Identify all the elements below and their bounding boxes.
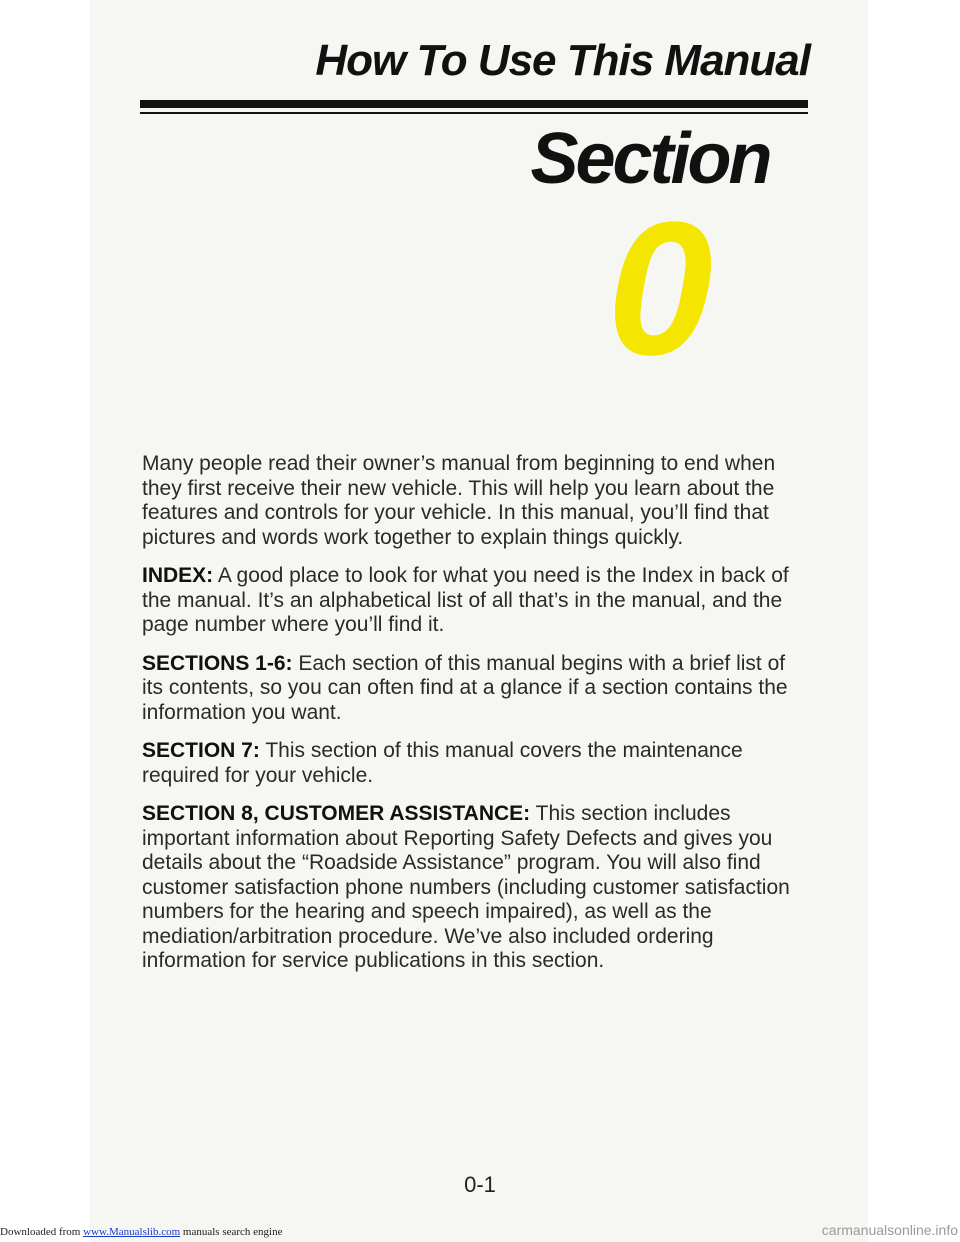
section-7-paragraph: [142, 739, 810, 788]
section-label: Section: [530, 119, 770, 199]
index-paragraph: [142, 564, 810, 638]
footer-prefix: Downloaded from: [0, 1226, 84, 1238]
header-rule-thin: [140, 112, 808, 114]
body-text: [142, 452, 810, 988]
download-footer: [0, 1226, 282, 1238]
watermark-text: carmanualsonline.info: [821, 1222, 958, 1238]
paragraph-text: Each section of this manual begins with a brief list of its contents, so you can often find at a glance if a section contains the information you want.: [142, 651, 788, 724]
paragraph-label: SECTIONS 1-6:: [142, 651, 293, 675]
header-rule: [140, 100, 808, 108]
page-header-title: How To Use This Manual: [315, 36, 810, 85]
paragraph-label: SECTION 7:: [142, 739, 260, 762]
paragraph-text: This section includes important information about Reporting Safety Defects and gives you details about the “Roadside Assistance” program. You will also find customer satisfaction phone numbers (including customer satisfaction numbers for the hearing and speech impaired), as well as the mediation/arbitration procedure. We’ve also included ordering information for service publications in this section.: [142, 802, 790, 972]
paragraph-text: A good place to look for what you need is the Index in back of the manual. It’s an alphabetical list of all that’s in the manual, and the page number where you’ll find it.: [142, 564, 789, 636]
page-number: 0-1: [464, 1172, 496, 1197]
paragraph-label: SECTION 8, CUSTOMER ASSISTANCE:: [142, 802, 531, 825]
paragraph-text: This section of this manual covers the maintenance required for your vehicle.: [142, 739, 743, 787]
paragraph-label: INDEX:: [142, 564, 214, 587]
sections-1-6-paragraph: [142, 652, 810, 726]
intro-paragraph: [142, 452, 810, 550]
manualslib-link[interactable]: www.Manualslib.com: [83, 1226, 181, 1238]
section-number: 0: [607, 183, 713, 395]
paragraph-text: Many people read their owner’s manual from beginning to end when they first receive their new vehicle. This will help you learn about the features and controls for your vehicle. In this manual, you’ll find that pictures and words work together to explain things quickly.: [142, 452, 776, 549]
section-8-paragraph: [142, 802, 810, 974]
footer-suffix: manuals search engine: [180, 1226, 283, 1238]
